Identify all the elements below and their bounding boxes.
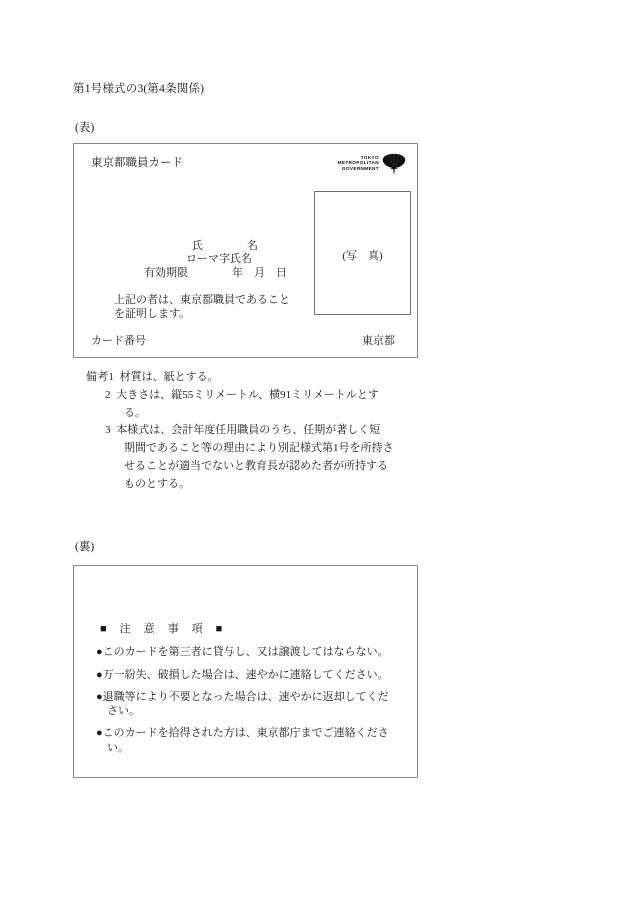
note-2-text-line-1: 大きさは、縦55ミリメートル、横91ミリメートルとす (116, 388, 379, 401)
notice-item-1 (96, 645, 401, 659)
back-section-label: (裏) (75, 541, 95, 553)
notice-item-3-line-2: さい。 (107, 705, 140, 718)
note-1-marker: 備考1 (86, 371, 115, 383)
photo-placeholder-box (314, 191, 411, 315)
notice-item-4-line-2: い。 (107, 741, 129, 754)
notice-title: ■ 注 意 事 項 ■ (100, 623, 224, 635)
notice-item-2-line-1: ●万一紛失、破損した場合は、速やかに連絡してください。 (96, 668, 389, 681)
notice-item-4 (96, 726, 401, 755)
certification-statement-line-2: を証明します。 (114, 308, 191, 321)
logo-line-1: TOKYO (361, 154, 380, 160)
notice-block (96, 622, 401, 763)
note-3-text-line-4: ものとする。 (124, 477, 190, 490)
note-1-line-1 (86, 369, 416, 387)
notes-section (86, 369, 416, 494)
notice-item-3 (96, 690, 401, 719)
logo-text (338, 155, 379, 171)
note-2-marker: 2 (105, 388, 111, 401)
logo-line-3: GOVERNMENT (342, 165, 380, 171)
card-number-label: カード番号 (91, 335, 146, 347)
note-2-line-1 (105, 387, 416, 405)
logo-line-2: METROPOLITAN (337, 160, 380, 166)
field-label-name: 氏 名 (192, 240, 258, 252)
card-title: 東京都職員カード (91, 157, 183, 169)
note-3-text-line-3: せることが適当でないと教育長が認めた者が所持する (124, 460, 388, 473)
note-3-marker: 3 (105, 424, 111, 437)
note-item-2 (86, 387, 416, 423)
card-field-list (74, 240, 312, 280)
note-item-1 (86, 369, 416, 387)
note-item-3 (86, 422, 416, 493)
notice-item-2 (96, 668, 401, 682)
notice-item-4-line-1: ●このカードを拾得された方は、東京都庁までご連絡くださ (96, 727, 389, 740)
back-card-frame (73, 565, 418, 778)
front-card-frame (73, 143, 418, 358)
notice-item-3-line-1: ●退職等により不要となった場合は、速やかに返却してくだ (96, 690, 389, 703)
field-label-expiry-date: 有効期限 年 月 日 (144, 266, 287, 279)
certification-statement-line-1: 上記の者は、東京都職員であること (114, 294, 290, 306)
notice-item-1-line-1: ●このカードを第三者に貸与し、又は譲渡してはならない。 (96, 646, 389, 659)
note-3-text-line-2: 期間であること等の理由により別記様式第1号を所持さ (124, 442, 394, 455)
note-1-text: 材質は、紙とする。 (119, 371, 219, 383)
note-3-text-line-1: 本様式は、会計年度任用職員のうち、任期が著しく短 (116, 424, 381, 437)
photo-placeholder-label: (写 真) (342, 250, 383, 263)
front-section-label: (表) (75, 122, 95, 134)
issuer-label: 東京都 (362, 335, 395, 347)
note-2-text-line-2: る。 (124, 406, 146, 419)
note-3-line-1 (105, 422, 416, 440)
field-label-romanized-name: ローマ字氏名 (186, 253, 252, 266)
certification-statement (114, 293, 314, 322)
form-number-heading: 第1号様式の3(第4条関係) (73, 83, 205, 95)
ginkgo-leaf-icon (381, 150, 407, 176)
tokyo-metropolitan-government-logo (338, 150, 407, 176)
